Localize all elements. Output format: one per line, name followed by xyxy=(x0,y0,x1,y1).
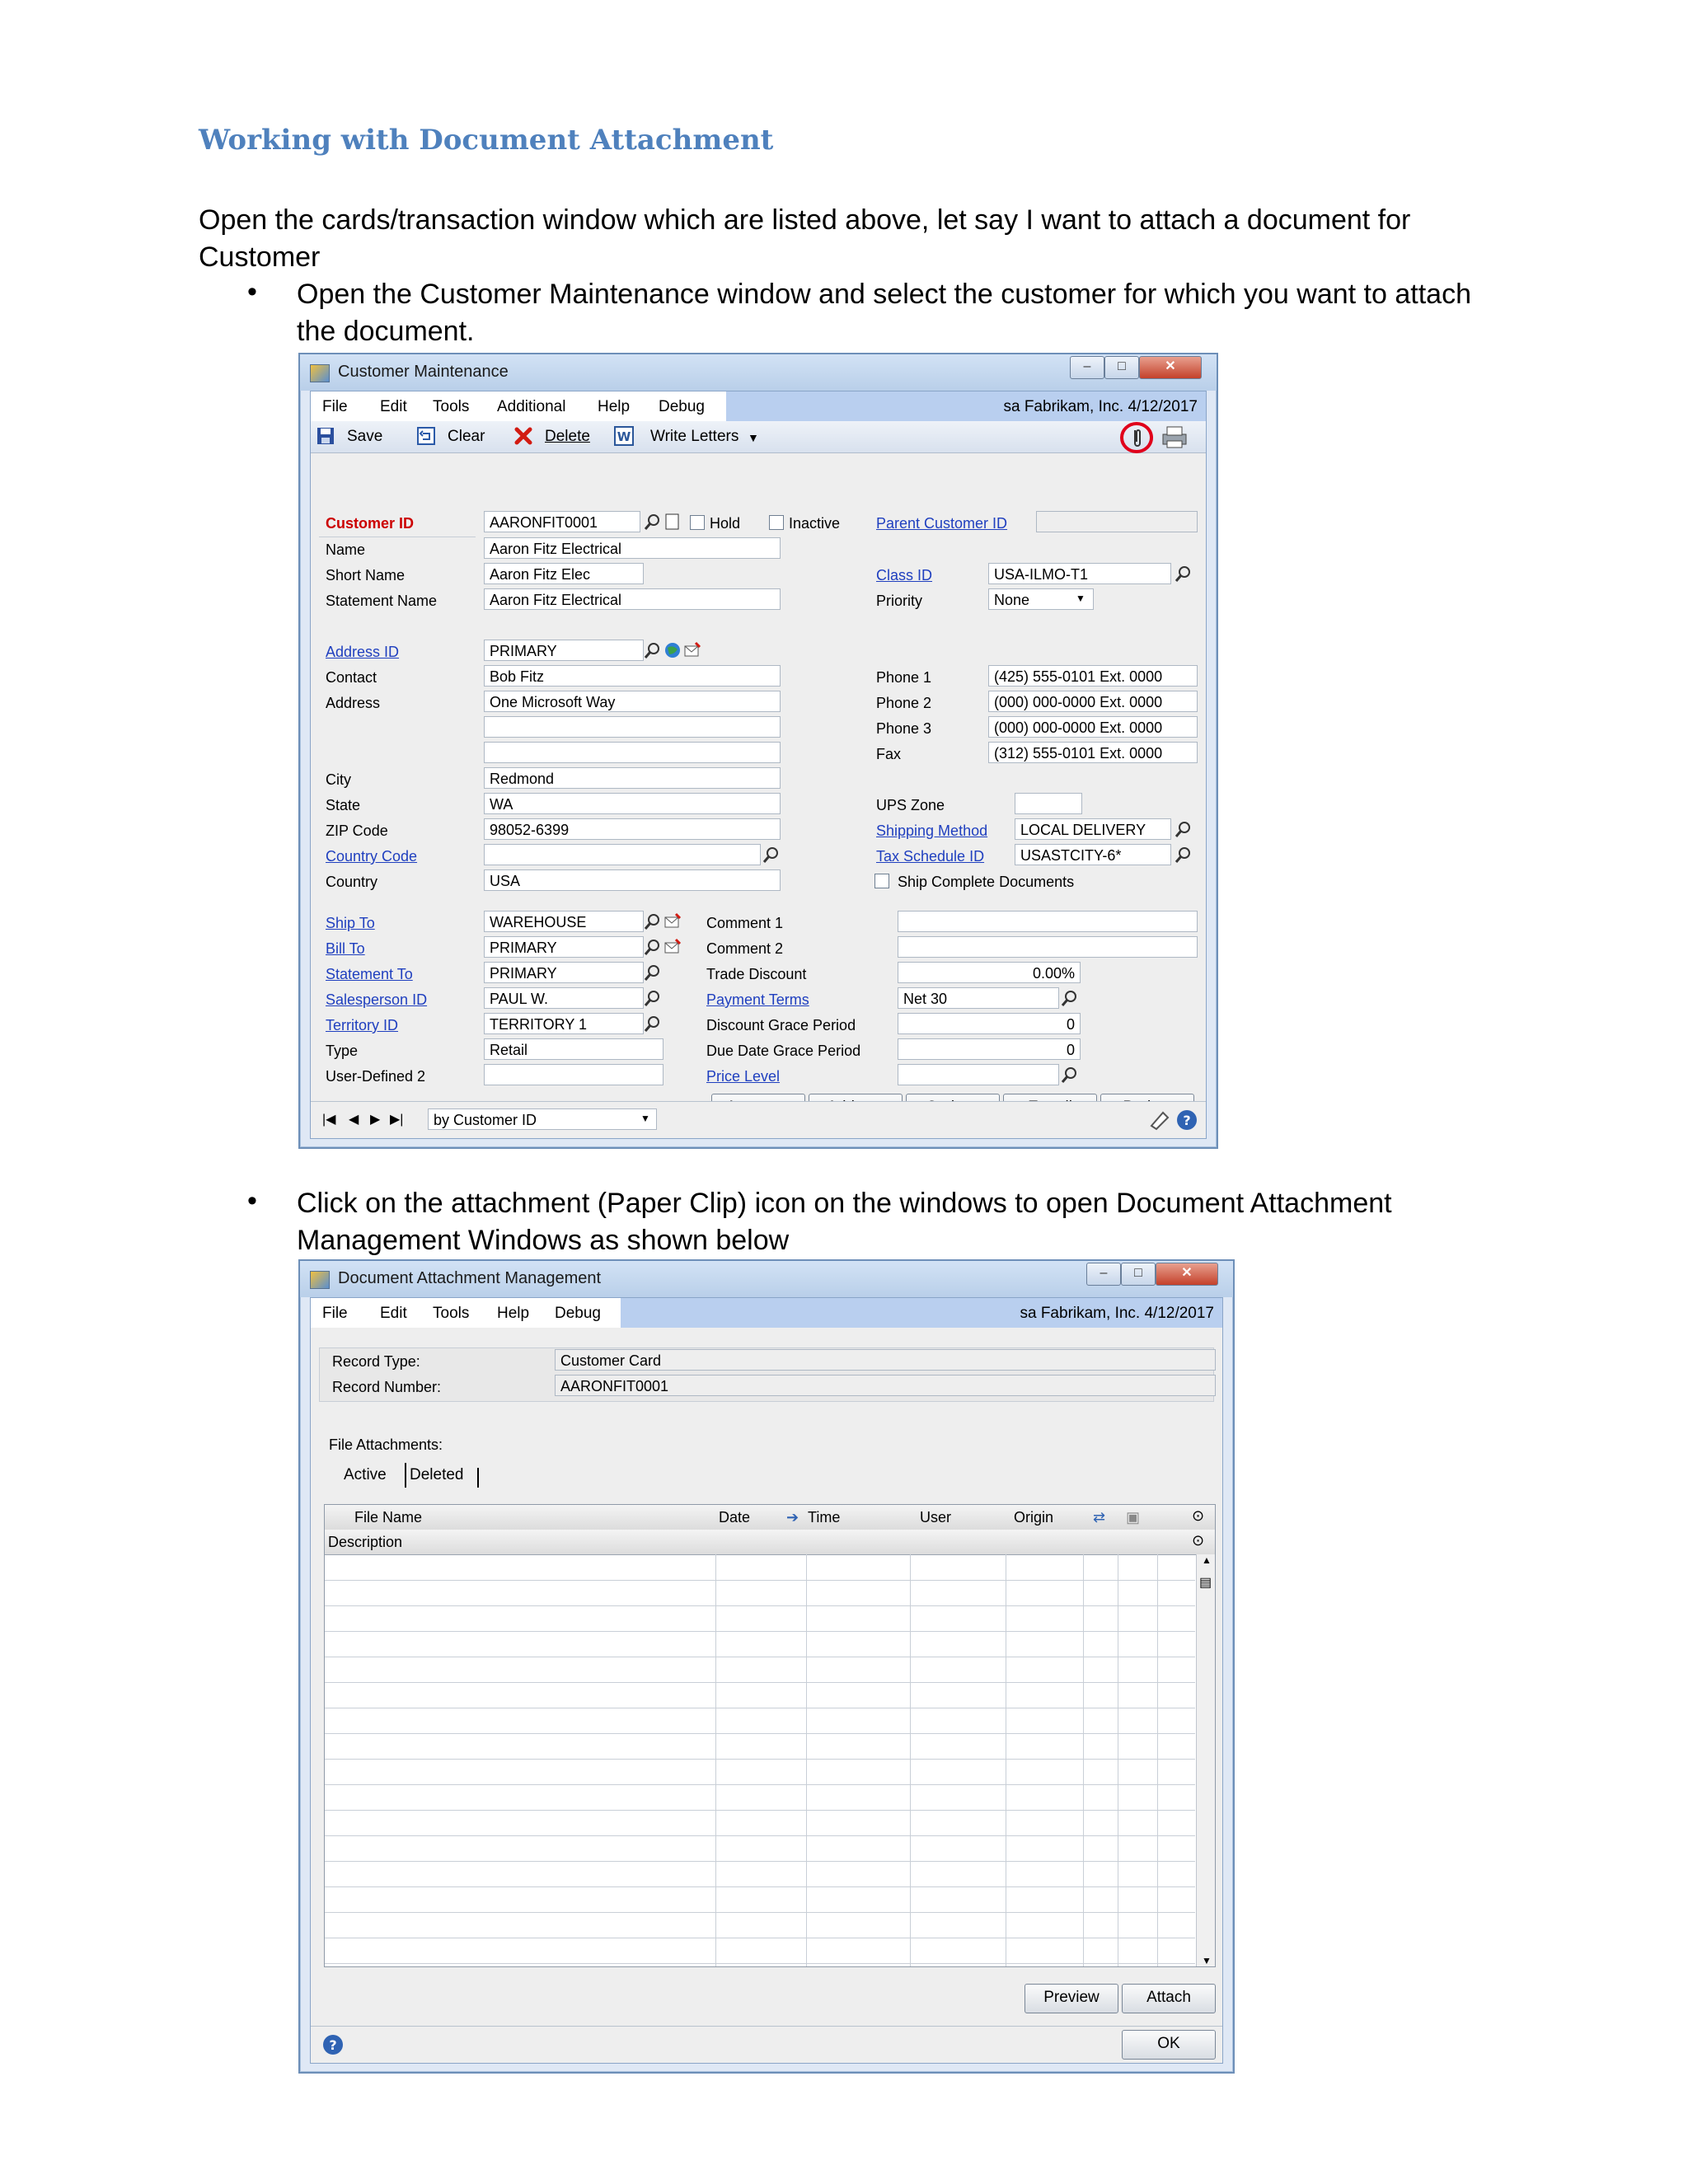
statement-to-lookup-icon[interactable] xyxy=(644,963,662,982)
address-lookup-icon[interactable] xyxy=(644,641,662,659)
menu-help[interactable]: Help xyxy=(598,398,631,415)
statement-to-field[interactable]: PRIMARY xyxy=(484,962,644,983)
city-label: City xyxy=(326,771,351,788)
scroll-thumb[interactable]: ▤ xyxy=(1199,1576,1212,1590)
app-icon xyxy=(310,1271,330,1289)
navigation-bar xyxy=(311,1101,1206,1138)
country-code-field[interactable] xyxy=(484,844,761,865)
toolbar xyxy=(311,421,1206,453)
parent-customer-id-link[interactable]: Parent Customer ID xyxy=(876,515,1008,532)
state-field[interactable]: WA xyxy=(484,793,781,814)
table-row[interactable] xyxy=(325,1784,1195,1785)
delete-button[interactable]: Delete xyxy=(545,428,590,445)
minimize-button[interactable]: – xyxy=(1070,356,1104,379)
trade-discount-label: Trade Discount xyxy=(706,966,807,982)
ups-zone-label: UPS Zone xyxy=(876,797,945,813)
phone-2-label: Phone 2 xyxy=(876,695,932,711)
phone-3-field[interactable]: (000) 000-0000 Ext. 0000 xyxy=(988,716,1198,738)
col-user[interactable]: User xyxy=(920,1509,952,1526)
menu-bar xyxy=(311,1298,1222,1328)
table-column-divider xyxy=(806,1554,807,1966)
payment-terms-link[interactable]: Payment Terms xyxy=(706,991,809,1008)
menu-bar xyxy=(311,391,1206,421)
class-lookup-icon[interactable] xyxy=(1175,565,1193,583)
svg-text:?: ? xyxy=(329,2037,337,2053)
ups-zone-field[interactable] xyxy=(1015,793,1082,814)
title-bar xyxy=(300,354,1217,391)
table-row[interactable] xyxy=(325,1682,1195,1683)
save-icon xyxy=(316,426,335,446)
table-row[interactable] xyxy=(325,1963,1195,1964)
menu-tools[interactable]: Tools xyxy=(433,1305,470,1322)
minimize-button[interactable]: – xyxy=(1086,1263,1121,1286)
window-title: Document Attachment Management xyxy=(338,1269,602,1287)
tax-schedule-field[interactable]: USASTCITY-6* xyxy=(1015,844,1171,865)
clear-button[interactable]: Clear xyxy=(448,428,485,445)
intro-paragraph: Open the cards/transaction window which are listed above, let say I want to attach a document for Customer xyxy=(199,204,1411,273)
name-label: Name xyxy=(326,541,366,558)
bill-to-email-icon[interactable] xyxy=(663,938,682,956)
ship-to-lookup-icon[interactable] xyxy=(644,912,662,930)
help-icon[interactable] xyxy=(1176,1109,1198,1131)
class-id-link[interactable]: Class ID xyxy=(876,567,933,583)
bottom-bar xyxy=(311,2026,1222,2063)
expand-all-icon[interactable]: ⊙ xyxy=(1192,1532,1205,1549)
menu-debug[interactable]: Debug xyxy=(555,1305,601,1322)
salesperson-id-field[interactable]: PAUL W. xyxy=(484,987,644,1009)
trade-discount-field[interactable]: 0.00% xyxy=(898,962,1081,983)
country-code-link[interactable]: Country Code xyxy=(326,848,418,865)
hold-label: Hold xyxy=(710,515,741,532)
col-time[interactable]: Time xyxy=(808,1509,841,1526)
price-level-lookup-icon[interactable] xyxy=(1061,1066,1079,1084)
menu-debug[interactable]: Debug xyxy=(659,398,705,415)
due-date-grace-field[interactable]: 0 xyxy=(898,1038,1081,1060)
maximize-button[interactable]: □ xyxy=(1104,356,1139,379)
territory-id-link[interactable]: Territory ID xyxy=(326,1017,399,1033)
payment-terms-field[interactable]: Net 30 xyxy=(898,987,1059,1009)
document-attachment-management-window xyxy=(298,1259,1235,2074)
menu-edit[interactable]: Edit xyxy=(380,398,407,415)
type-label: Type xyxy=(326,1043,359,1059)
ship-to-field[interactable]: WAREHOUSE xyxy=(484,911,644,932)
discount-grace-field[interactable]: 0 xyxy=(898,1013,1081,1034)
name-field[interactable]: Aaron Fitz Electrical xyxy=(484,537,781,559)
discount-grace-label: Discount Grace Period xyxy=(706,1017,856,1033)
contact-label: Contact xyxy=(326,669,377,686)
globe-icon[interactable] xyxy=(663,641,682,659)
comment-2-label: Comment 2 xyxy=(706,940,784,957)
record-type-field: Customer Card xyxy=(555,1349,1216,1371)
short-name-label: Short Name xyxy=(326,567,406,583)
phone-1-label: Phone 1 xyxy=(876,669,932,686)
payment-terms-lookup-icon[interactable] xyxy=(1061,989,1079,1007)
col-date[interactable]: Date xyxy=(719,1509,751,1526)
address-label: Address xyxy=(326,695,381,711)
menu-tools[interactable]: Tools xyxy=(433,398,470,415)
table-row[interactable] xyxy=(325,1835,1195,1836)
table-row[interactable] xyxy=(325,1580,1195,1581)
salesperson-id-link[interactable]: Salesperson ID xyxy=(326,991,428,1008)
table-row[interactable] xyxy=(325,1861,1195,1862)
priority-label: Priority xyxy=(876,593,923,609)
bullet-marker: • xyxy=(247,1185,257,1216)
inactive-checkbox[interactable] xyxy=(769,515,784,530)
ok-button[interactable]: OK xyxy=(1122,2030,1216,2060)
statement-name-label: Statement Name xyxy=(326,593,438,609)
title-bar xyxy=(300,1261,1233,1297)
sort-order-select[interactable]: by Customer ID xyxy=(428,1108,657,1130)
bullet-marker: • xyxy=(247,276,257,307)
priority-dropdown-icon[interactable]: ▼ xyxy=(1076,593,1085,604)
email-address-icon[interactable] xyxy=(683,641,701,659)
tab-active[interactable]: Active xyxy=(344,1466,387,1483)
sort-arrow-icon[interactable]: ➔ xyxy=(786,1509,799,1526)
clear-icon xyxy=(416,426,436,446)
user-defined-2-label: User-Defined 2 xyxy=(326,1068,426,1085)
address-line-3-field[interactable] xyxy=(484,742,781,763)
phone-3-label: Phone 3 xyxy=(876,720,932,737)
attach-button[interactable]: Attach xyxy=(1122,1984,1216,2013)
price-level-field[interactable] xyxy=(898,1064,1059,1085)
table-row[interactable] xyxy=(325,1810,1195,1811)
previous-record-icon[interactable]: ◀ xyxy=(349,1113,359,1127)
user-defined-2-field[interactable] xyxy=(484,1064,663,1085)
customer-lookup-icon[interactable] xyxy=(644,513,662,531)
comment-1-label: Comment 1 xyxy=(706,915,784,931)
city-field[interactable]: Redmond xyxy=(484,767,781,789)
ship-to-link[interactable]: Ship To xyxy=(326,915,375,931)
bill-to-field[interactable]: PRIMARY xyxy=(484,936,644,958)
address-id-link[interactable]: Address ID xyxy=(326,644,400,660)
customer-id-label: Customer ID xyxy=(326,515,415,532)
salesperson-lookup-icon[interactable] xyxy=(644,989,662,1007)
svg-text:?: ? xyxy=(1183,1113,1191,1128)
ship-to-email-icon[interactable] xyxy=(663,912,682,930)
zip-field[interactable]: 98052-6399 xyxy=(484,818,781,840)
tab-deleted[interactable]: Deleted xyxy=(410,1466,464,1483)
due-date-grace-label: Due Date Grace Period xyxy=(706,1043,861,1059)
table-header-row xyxy=(325,1505,1215,1530)
new-note-icon[interactable] xyxy=(663,513,682,531)
statement-name-field[interactable]: Aaron Fitz Electrical xyxy=(484,588,781,610)
table-column-divider xyxy=(1157,1554,1158,1966)
phone-1-field[interactable]: (425) 555-0101 Ext. 0000 xyxy=(988,665,1198,687)
ship-complete-label: Ship Complete Documents xyxy=(898,874,1075,890)
short-name-field[interactable]: Aaron Fitz Elec xyxy=(484,563,644,584)
hold-checkbox[interactable] xyxy=(690,515,705,530)
user-company-date: sa Fabrikam, Inc. 4/12/2017 xyxy=(1003,398,1198,415)
col-file-name[interactable]: File Name xyxy=(354,1509,423,1526)
type-field[interactable]: Retail xyxy=(484,1038,663,1060)
address-id-field[interactable]: PRIMARY xyxy=(484,640,644,661)
phone-2-field[interactable]: (000) 000-0000 Ext. 0000 xyxy=(988,691,1198,712)
col-origin[interactable]: Origin xyxy=(1014,1509,1054,1526)
address-line-1-field[interactable]: One Microsoft Way xyxy=(484,691,781,712)
svg-text:W: W xyxy=(617,429,631,444)
table-column-divider xyxy=(1083,1554,1084,1966)
table-row[interactable] xyxy=(325,1733,1195,1734)
inactive-label: Inactive xyxy=(789,515,841,532)
tax-schedule-lookup-icon[interactable] xyxy=(1175,846,1193,864)
paperclip-icon[interactable] xyxy=(1118,421,1155,454)
expand-row-icon[interactable]: ⇄ xyxy=(1093,1509,1106,1526)
shipping-method-lookup-icon[interactable] xyxy=(1175,820,1193,838)
close-button[interactable]: ✕ xyxy=(1139,356,1202,379)
customer-id-field[interactable]: AARONFIT0001 xyxy=(484,511,640,532)
menu-help[interactable]: Help xyxy=(497,1305,530,1322)
scroll-down-icon[interactable]: ▼ xyxy=(1202,1955,1212,1966)
bill-to-lookup-icon[interactable] xyxy=(644,938,662,956)
fax-label: Fax xyxy=(876,746,902,762)
country-field[interactable]: USA xyxy=(484,869,781,891)
menu-edit[interactable]: Edit xyxy=(380,1305,407,1322)
write-letters-button[interactable]: Write Letters xyxy=(650,428,739,445)
shipping-method-field[interactable]: LOCAL DELIVERY xyxy=(1015,818,1171,840)
country-code-lookup-icon[interactable] xyxy=(762,846,781,864)
menu-additional[interactable]: Additional xyxy=(497,398,566,415)
table-row[interactable] xyxy=(325,1886,1195,1887)
ship-complete-checkbox[interactable] xyxy=(874,874,889,888)
territory-lookup-icon[interactable] xyxy=(644,1015,662,1033)
close-button[interactable]: ✕ xyxy=(1156,1263,1218,1286)
save-button[interactable]: Save xyxy=(347,428,383,445)
menu-file[interactable]: File xyxy=(322,398,348,415)
app-icon xyxy=(310,364,330,382)
shipping-method-link[interactable]: Shipping Method xyxy=(876,823,988,839)
preview-button[interactable]: Preview xyxy=(1025,1984,1118,2013)
menu-file[interactable]: File xyxy=(322,1305,348,1322)
table-row[interactable] xyxy=(325,1631,1195,1632)
table-row[interactable] xyxy=(325,1759,1195,1760)
collapse-all-icon[interactable]: ⊙ xyxy=(1192,1507,1205,1524)
first-record-icon[interactable]: |◀ xyxy=(322,1113,336,1127)
file-attachments-label: File Attachments: xyxy=(329,1436,443,1453)
comment-2-field[interactable] xyxy=(898,936,1198,958)
col-description[interactable]: Description xyxy=(328,1534,403,1550)
menu-list xyxy=(311,391,726,421)
table-column-divider xyxy=(910,1554,911,1966)
customer-maintenance-window xyxy=(298,353,1218,1149)
note-icon[interactable] xyxy=(1148,1109,1171,1131)
bill-to-link[interactable]: Bill To xyxy=(326,940,365,957)
user-company-date: sa Fabrikam, Inc. 4/12/2017 xyxy=(1020,1305,1214,1322)
printer-icon[interactable] xyxy=(1160,424,1189,449)
table-subheader-row xyxy=(325,1530,1215,1555)
status-area xyxy=(726,391,1206,421)
table-row[interactable] xyxy=(325,1605,1195,1606)
scroll-up-icon[interactable]: ▲ xyxy=(1202,1554,1212,1566)
next-record-icon[interactable]: ▶ xyxy=(370,1113,381,1127)
tax-schedule-link[interactable]: Tax Schedule ID xyxy=(876,848,985,865)
word-icon xyxy=(614,426,634,446)
contact-field[interactable]: Bob Fitz xyxy=(484,665,781,687)
window-title: Customer Maintenance xyxy=(338,363,509,381)
class-id-field[interactable]: USA-ILMO-T1 xyxy=(988,563,1171,584)
record-number-label: Record Number: xyxy=(332,1379,442,1395)
menu-list xyxy=(311,1298,621,1328)
attachments-table xyxy=(324,1504,1216,1967)
sort-dropdown-icon[interactable]: ▼ xyxy=(640,1113,650,1124)
help-icon[interactable] xyxy=(322,2034,344,2055)
window-body xyxy=(310,1297,1223,2064)
delete-icon xyxy=(513,426,533,446)
section-heading: Working with Document Attachment xyxy=(199,124,774,157)
parent-customer-id-field[interactable] xyxy=(1036,511,1198,532)
state-label: State xyxy=(326,797,361,813)
bullet-2-text: Click on the attachment (Paper Clip) icon on the windows to open Document Attachment Management Windows as shown below xyxy=(297,1188,1392,1256)
statement-to-link[interactable]: Statement To xyxy=(326,966,413,982)
last-record-icon[interactable]: ▶| xyxy=(390,1113,404,1127)
comment-1-field[interactable] xyxy=(898,911,1198,932)
vertical-scrollbar[interactable] xyxy=(1196,1554,1215,1966)
table-row[interactable] xyxy=(325,1912,1195,1913)
territory-id-field[interactable]: TERRITORY 1 xyxy=(484,1013,644,1034)
priority-select[interactable]: None xyxy=(988,588,1094,610)
delete-row-icon[interactable]: ▣ xyxy=(1126,1509,1141,1526)
maximize-button[interactable]: □ xyxy=(1121,1263,1156,1286)
record-type-label: Record Type: xyxy=(332,1353,420,1370)
bullet-1-text: Open the Customer Maintenance window and select the customer for which you want to attach the document. xyxy=(297,279,1471,347)
table-column-divider xyxy=(715,1554,716,1966)
address-line-2-field[interactable] xyxy=(484,716,781,738)
fax-field[interactable]: (312) 555-0101 Ext. 0000 xyxy=(988,742,1198,763)
zip-label: ZIP Code xyxy=(326,823,388,839)
write-letters-dropdown-icon[interactable]: ▼ xyxy=(748,431,759,444)
status-area xyxy=(621,1298,1222,1328)
price-level-link[interactable]: Price Level xyxy=(706,1068,781,1085)
window-body xyxy=(310,391,1207,1139)
country-label: Country xyxy=(326,874,378,890)
record-number-field: AARONFIT0001 xyxy=(555,1375,1216,1396)
